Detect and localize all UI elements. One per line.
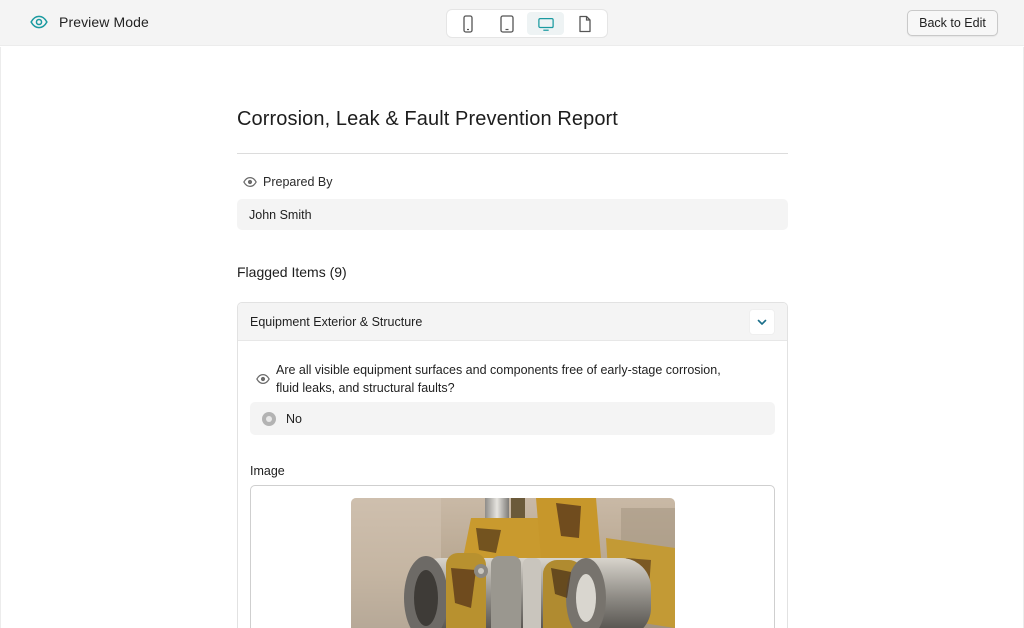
eye-icon <box>256 372 270 386</box>
section-title: Equipment Exterior & Structure <box>250 315 423 329</box>
device-desktop-button[interactable] <box>527 12 564 35</box>
top-bar <box>0 0 1024 46</box>
image-label: Image <box>250 464 285 478</box>
flagged-section-card <box>237 302 788 628</box>
eye-icon <box>30 13 48 31</box>
back-to-edit-button[interactable]: Back to Edit <box>907 10 998 36</box>
device-switcher <box>446 9 608 38</box>
device-mobile-button[interactable] <box>449 12 486 35</box>
device-document-button[interactable] <box>566 12 603 35</box>
document-icon <box>577 15 593 33</box>
monitor-icon <box>538 15 554 33</box>
device-tablet-button[interactable] <box>488 12 525 35</box>
chevron-down-icon <box>756 316 768 328</box>
prepared-by-text: Prepared By <box>263 175 333 189</box>
corroded-equipment-image <box>351 498 675 628</box>
image-container <box>250 485 775 628</box>
report-title: Corrosion, Leak & Fault Prevention Report <box>237 108 618 130</box>
answer-row <box>250 402 775 435</box>
equipment-photo[interactable] <box>351 498 675 628</box>
question-text: Are all visible equipment surfaces and components free of early-stage corrosion, fluid leaks, and structural faults? <box>276 363 721 395</box>
radio-selected-icon <box>262 412 276 426</box>
eye-icon <box>243 175 257 189</box>
preview-mode-label: Preview Mode <box>59 14 149 30</box>
title-divider <box>237 153 788 154</box>
phone-icon <box>460 15 476 33</box>
tablet-icon <box>499 15 515 33</box>
prepared-by-label <box>243 175 332 189</box>
preview-mode-indicator <box>30 13 149 31</box>
section-header[interactable] <box>238 303 787 341</box>
prepared-by-field: John Smith <box>237 199 788 230</box>
answer-text: No <box>286 411 302 426</box>
flagged-items-heading: Flagged Items (9) <box>237 264 347 280</box>
collapse-section-button[interactable] <box>749 309 775 335</box>
